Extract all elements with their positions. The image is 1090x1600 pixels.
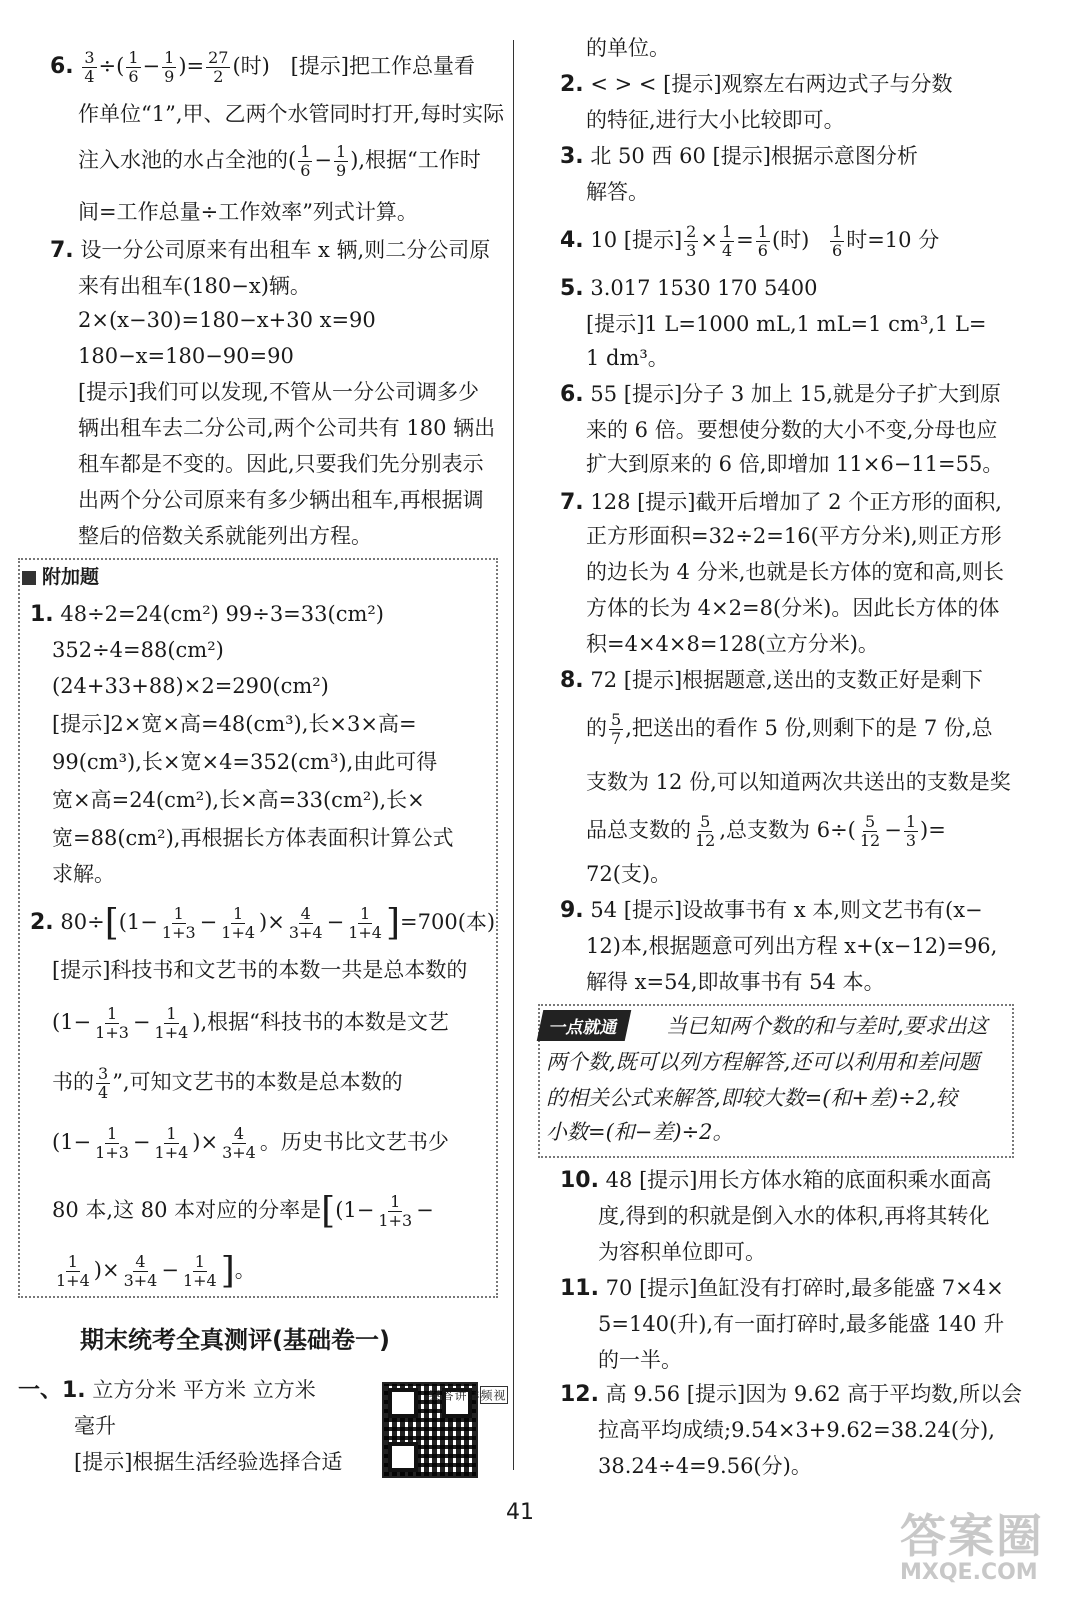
text-line: 辆出租车去二分公司,两个公司共有 180 辆出 [78, 416, 496, 440]
column-divider [513, 40, 514, 1470]
text-line: 度,得到的积就是倒入水的体积,再将其转化 [598, 1204, 990, 1228]
text-line: 积=4×4×8=128(立方分米)。 [586, 632, 879, 656]
text-line: 品总支数的 $\frac{5}{12}$ ,总支数为 6÷( $\frac{5}{12}$ − $\frac{1}{3}$ )= [586, 812, 946, 850]
text-line: 来的 6 倍。要想使分数的大小不变,分母也应 [586, 418, 998, 442]
text-line: 8. 72 [提示]根据题意,送出的支数正好是剩下 [560, 668, 983, 693]
bonus-section-title: 附加题 [22, 562, 99, 589]
text-line: [提示]2×宽×高=48(cm³),长×3×高= [52, 712, 417, 736]
text-line: 7. 128 [提示]截开后增加了 2 个正方形的面积, [560, 490, 1002, 515]
text-line: 的 $\frac{5}{7}$ ,把送出的看作 5 份,则剩下的是 7 份,总 [586, 710, 993, 748]
text-line: 求解。 [52, 862, 115, 886]
text-line: 租车都是不变的。因此,只要我们先分别表示 [78, 452, 484, 476]
text-line: 的单位。 [586, 36, 670, 60]
text-line: [提示]我们可以发现,不管从一分公司调多少 [78, 380, 480, 404]
text-line: 2. 80÷[(1− $\frac{1}{1+3}$ − $\frac{1}{1+4}$ )× $\frac{4}{3+4}$ − $\frac{1}{1+4}$ ]=700(本) [30, 902, 496, 944]
text-line: 38.24÷4=9.56(分)。 [598, 1454, 812, 1478]
text-line: [提示]科技书和文艺书的本数一共是总本数的 [52, 958, 468, 982]
text-line: 12)本,根据题意可列出方程 x+(x−12)=96, [586, 934, 998, 958]
text-line: 注入水池的水占全池的( $\frac{1}{6}$ − $\frac{1}{9}$ ),根据“工作时 [78, 142, 481, 180]
text-line: 12. 高 9.56 [提示]因为 9.62 高于平均数,所以会 [560, 1382, 1022, 1407]
text-line: 作单位“1”,甲、乙两个水管同时打开,每时实际 [78, 102, 505, 126]
section-title: 期末统考全真测评(基础卷一) [80, 1326, 390, 1354]
question-number: 6. [50, 54, 74, 79]
text-line: 1 dm³。 [586, 346, 669, 370]
text-line: 宽×高=24(cm²),长×高=33(cm²),长× [52, 788, 425, 812]
text-line: (24+33+88)×2=290(cm²) [52, 674, 329, 698]
watermark: 答案圈 MXQE.COM [900, 1509, 1044, 1585]
qr-label: 视频详讲答案 [480, 1386, 508, 1404]
text-line: 180−x=180−90=90 [78, 344, 294, 368]
text-line: 一、1. 立方分米 平方米 立方米 [18, 1378, 316, 1403]
fraction: $\frac{1}{9}$ [164, 48, 175, 86]
text-line: 352÷4=88(cm²) [52, 638, 224, 662]
tip-text: 小数=(和−差)÷2。 [546, 1120, 734, 1144]
fraction: $\frac{3}{4}$ [84, 48, 95, 86]
fraction: $\frac{27}{2}$ [208, 48, 229, 86]
text-line: 9. 54 [提示]设故事书有 x 本,则文艺书有(x− [560, 898, 983, 923]
page-number: 41 [506, 1500, 534, 1525]
fraction: $\frac{1}{6}$ [128, 48, 139, 86]
text-line: 为容积单位即可。 [598, 1240, 766, 1264]
text-line: 的边长为 4 分米,也就是长方体的宽和高,则长 [586, 560, 1005, 584]
text-line: 4. 10 [提示] $\frac{2}{3}$ × $\frac{1}{4}$ = $\frac{1}{6}$ (时) $\frac{1}{6}$ 时=10 分 [560, 222, 940, 260]
tip-badge: 一点就通 [537, 1010, 632, 1041]
text-line: 正方形面积=32÷2=16(平方分米),则正方形 [586, 524, 1002, 548]
tip-text: 当已知两个数的和与差时,要求出这 [666, 1014, 988, 1038]
bonus-icon [22, 571, 36, 585]
text-line: 解得 x=54,即故事书有 54 本。 [586, 970, 885, 994]
text-line: 5=140(升),有一面打碎时,最多能盛 140 升 [598, 1312, 1005, 1336]
text-line: 毫升 [74, 1414, 116, 1438]
left-q6-line1: 6. $\frac{3}{4}$ ÷( $\frac{1}{6}$ − $\frac{1}{9}$ )= $\frac{27}{2}$ (时) [提示]把工作总量看 [50, 48, 475, 86]
text-line: 6. 55 [提示]分子 3 加上 15,就是分子扩大到原 [560, 382, 1001, 407]
text-line: 3. 北 50 西 60 [提示]根据示意图分析 [560, 144, 918, 169]
text-line: [提示]1 L=1000 mL,1 mL=1 cm³,1 L= [586, 312, 987, 336]
text-line: [提示]根据生活经验选择合适 [74, 1450, 343, 1474]
left-q7-line1: 7. 设一分公司原来有出租车 x 辆,则二分公司原 [50, 238, 491, 263]
text-line: 99(cm³),长×宽×4=352(cm³),由此可得 [52, 750, 438, 774]
text-line: 72(支)。 [586, 862, 672, 886]
text-line: 80 本,这 80 本对应的分率是[(1− $\frac{1}{1+3}$ − [52, 1190, 434, 1232]
tip-text: 的相关公式来解答,即较大数=(和+差)÷2,较 [546, 1086, 957, 1110]
text-line: 1. 48÷2=24(cm²) 99÷3=33(cm²) [30, 602, 384, 627]
text-line: (1− $\frac{1}{1+3}$ − $\frac{1}{1+4}$ ),根据“科技书的本数是文艺 [52, 1004, 449, 1042]
text-line: 解答。 [586, 180, 649, 204]
text-line: 拉高平均成绩;9.54×3+9.62=38.24(分), [598, 1418, 995, 1442]
text-line: $\frac{1}{1+4}$ )× $\frac{4}{3+4}$ − $\frac{1}{1+4}$ ]。 [56, 1250, 256, 1292]
tip-text: 两个数,既可以列方程解答,还可以利用和差问题 [546, 1050, 980, 1074]
text-line: 10. 48 [提示]用长方体水箱的底面积乘水面高 [560, 1168, 992, 1193]
text-line: 2×(x−30)=180−x+30 x=90 [78, 308, 376, 332]
text-line: (1− $\frac{1}{1+3}$ − $\frac{1}{1+4}$ )× $\frac{4}{3+4}$ 。历史书比文艺书少 [52, 1124, 449, 1162]
text-line: 5. 3.017 1530 170 5400 [560, 276, 818, 301]
text-line: 来有出租车(180−x)辆。 [78, 274, 311, 298]
text-line: 2. < > < [提示]观察左右两边式子与分数 [560, 72, 953, 97]
text-line: 方体的长为 4×2=8(分米)。因此长方体的体 [586, 596, 1000, 620]
text-line: 书的 $\frac{3}{4}$ ”,可知文艺书的本数是总本数的 [52, 1064, 403, 1102]
text-line: 11. 70 [提示]鱼缸没有打碎时,最多能盛 7×4× [560, 1276, 1004, 1301]
text-line: 扩大到原来的 6 倍,即增加 11×6−11=55。 [586, 452, 1004, 476]
text-line: 的一半。 [598, 1348, 682, 1372]
text-line: 出两个分公司原来有多少辆出租车,再根据调 [78, 488, 484, 512]
text-line: 宽=88(cm²),再根据长方体表面积计算公式 [52, 826, 454, 850]
text-line: 的特征,进行大小比较即可。 [586, 108, 845, 132]
text-line: 支数为 12 份,可以知道两次共送出的支数是奖 [586, 770, 1011, 794]
text-line: 间=工作总量÷工作效率”列式计算。 [78, 200, 418, 224]
text-line: 整后的倍数关系就能列出方程。 [78, 524, 372, 548]
